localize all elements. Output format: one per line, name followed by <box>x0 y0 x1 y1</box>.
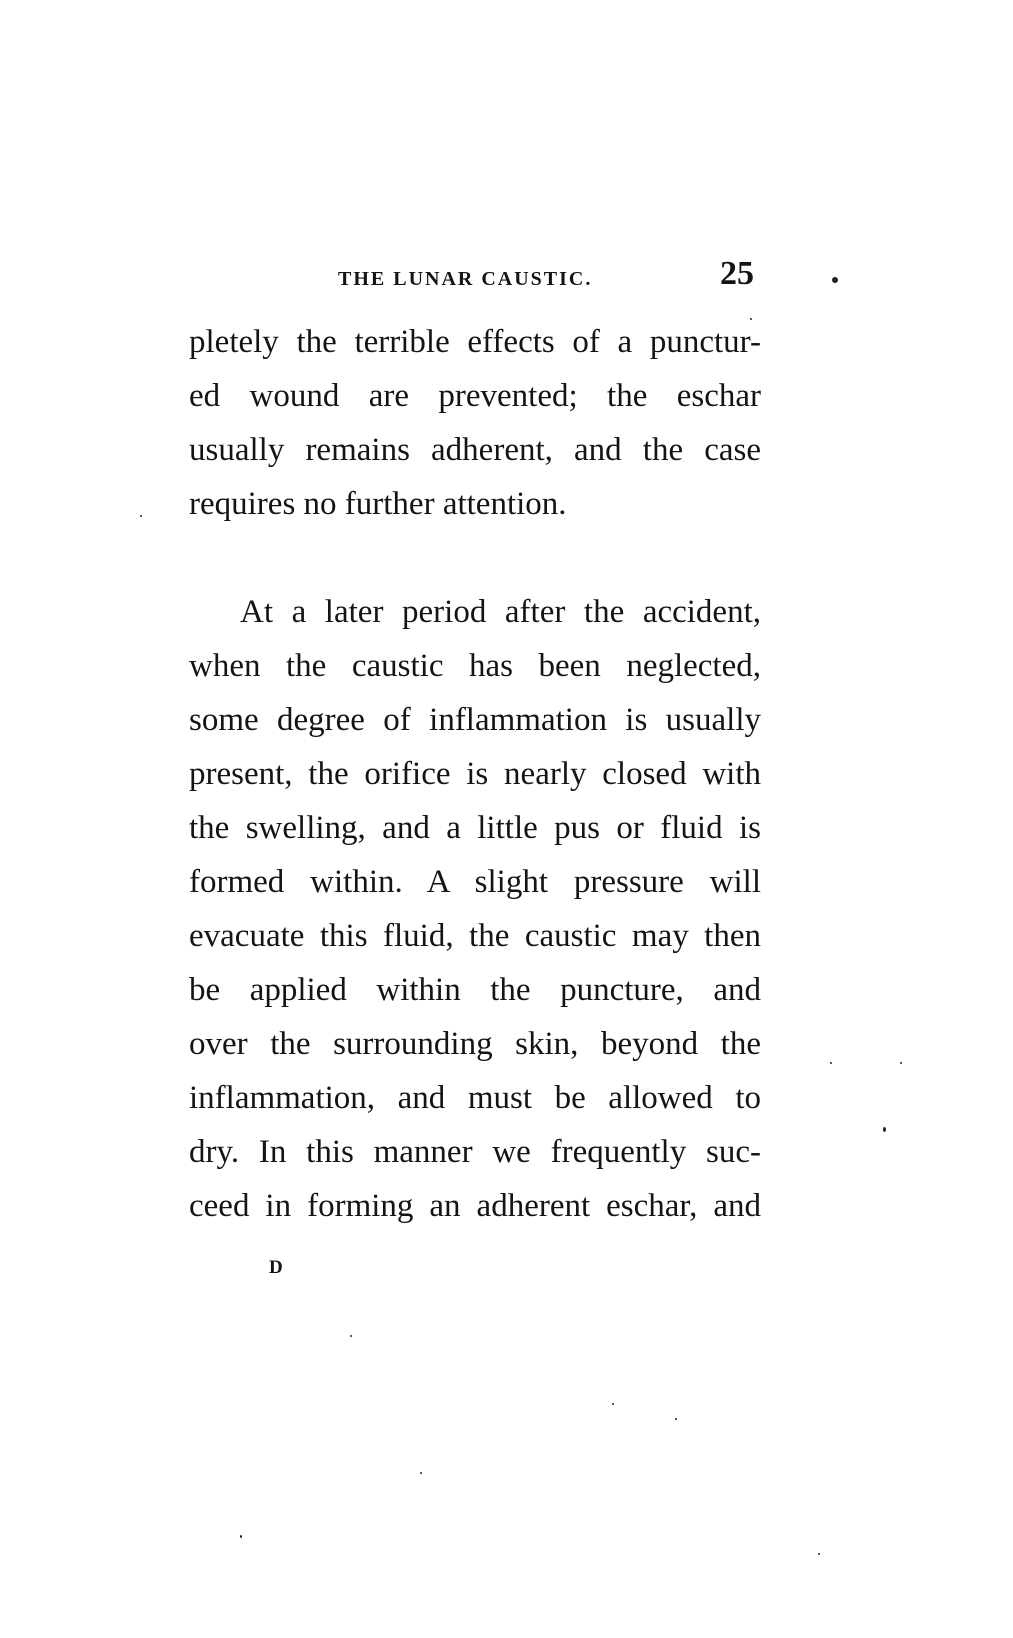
text-line: inflammation, and must be allowed to <box>189 1080 761 1116</box>
scan-speck <box>240 1535 242 1538</box>
text-line: over the surrounding skin, beyond the <box>189 1026 761 1062</box>
text-line: be applied within the puncture, and <box>189 972 761 1008</box>
scan-speck <box>140 515 142 517</box>
scan-speck <box>818 1553 820 1555</box>
text-line: the swelling, and a little pus or fluid is <box>189 810 761 846</box>
text-line: pletely the terrible effects of a punctur- <box>189 324 761 360</box>
scan-speck <box>612 1403 614 1405</box>
text-line: requires no further attention. <box>189 486 567 522</box>
text-line: formed within. A slight pressure will <box>189 864 761 900</box>
text-line: ceed in forming an adherent eschar, and <box>189 1188 761 1224</box>
text-line: At a later period after the accident, <box>240 594 761 630</box>
text-line: dry. In this manner we frequently suc- <box>189 1134 761 1170</box>
text-line: present, the orifice is nearly closed with <box>189 756 761 792</box>
scan-speck <box>675 1418 677 1420</box>
scan-speck <box>420 1472 422 1474</box>
scan-speck <box>750 318 752 320</box>
scan-speck <box>900 1062 902 1064</box>
running-head-title: THE LUNAR CAUSTIC. <box>338 268 593 290</box>
text-line: evacuate this fluid, the caustic may then <box>189 918 761 954</box>
text-line: ed wound are prevented; the eschar <box>189 378 761 414</box>
text-line: when the caustic has been neglected, <box>189 648 761 684</box>
text-line: usually remains adherent, and the case <box>189 432 761 468</box>
signature-mark: D <box>269 1257 283 1278</box>
page-number: 25 <box>720 255 754 292</box>
scan-speck <box>830 1062 832 1064</box>
scan-speck <box>350 1335 352 1337</box>
scan-speck <box>832 277 838 283</box>
text-line: some degree of inflammation is usually <box>189 702 761 738</box>
scan-speck <box>883 1127 886 1132</box>
